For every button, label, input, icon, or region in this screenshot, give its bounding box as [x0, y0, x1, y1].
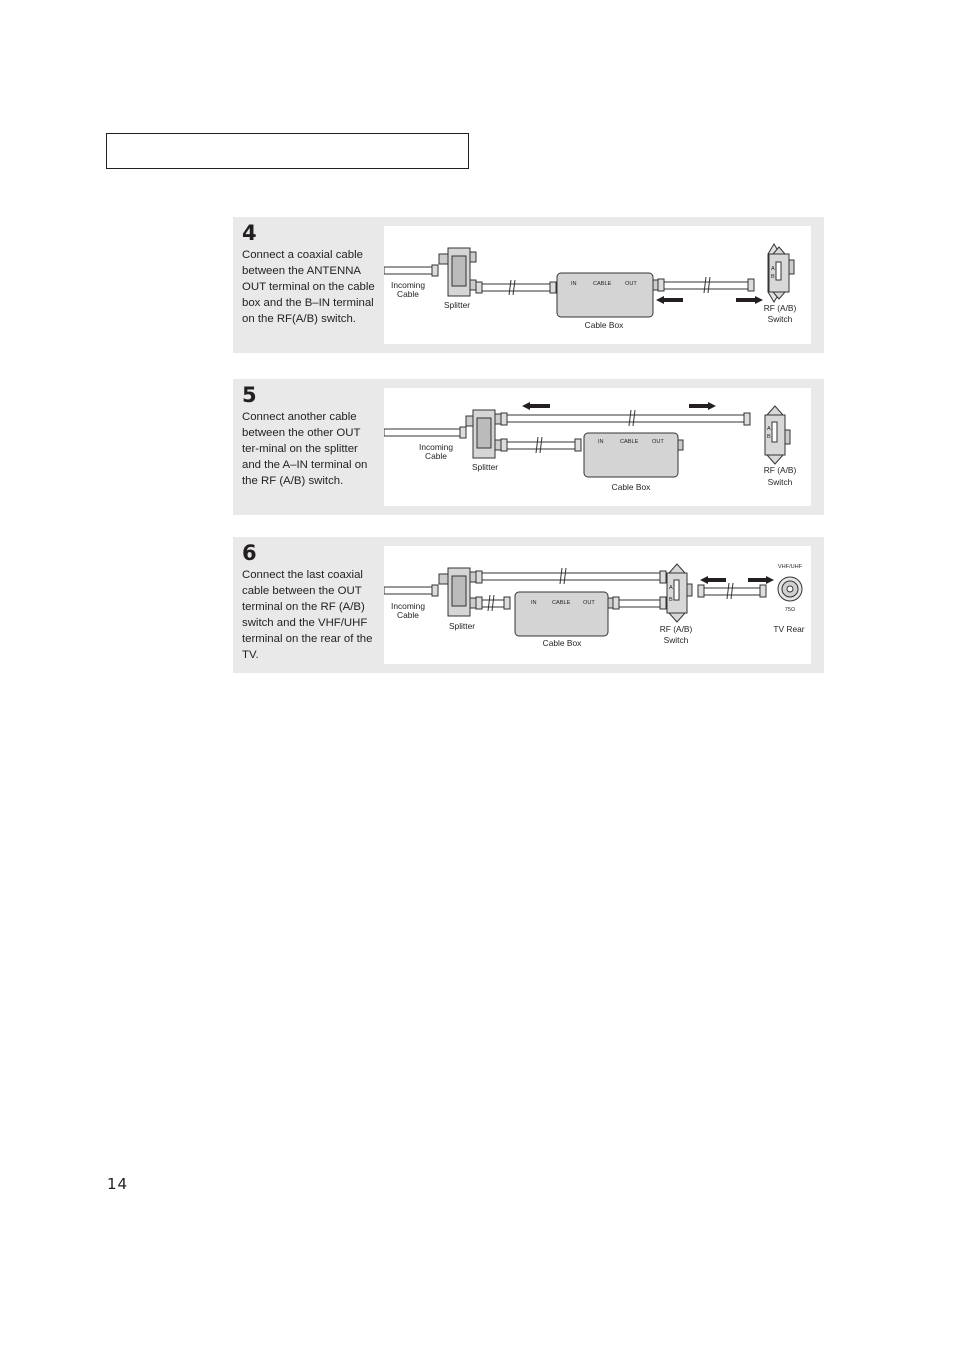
cable-box-cable-label: CABLE — [620, 439, 639, 445]
arrow-right-icon — [736, 296, 763, 304]
connector — [550, 282, 556, 293]
cable-box-out-label: OUT — [652, 439, 664, 445]
section-header-box — [106, 133, 469, 169]
connector — [476, 571, 482, 583]
incoming-cable-label: Incoming — [391, 601, 425, 611]
cable-box-out-label: OUT — [625, 281, 637, 287]
splitter-port — [470, 252, 476, 262]
step-4-number: 4 — [242, 221, 257, 245]
switch-a-label: A — [669, 585, 673, 591]
step-5-instructions: Connect another cable between the other OUT ter-minal on the splitter and the A–IN terminal on the RF (A/B) switch. — [242, 411, 368, 488]
cable-box-label: Cable Box — [542, 638, 582, 648]
splitter-port — [495, 414, 501, 424]
cable-box-in-label: IN — [571, 281, 577, 287]
incoming-cable-label-2: Cable — [397, 289, 419, 299]
cable-box-port — [608, 598, 613, 608]
incoming-cable-label: Incoming — [419, 442, 453, 452]
rf-switch-label: RF (A/B) — [763, 303, 797, 313]
rf-switch-label: RF (A/B) — [763, 465, 797, 475]
coax-cable — [482, 573, 660, 580]
step-5-panel — [233, 379, 824, 515]
step-4-diagram — [384, 226, 811, 344]
incoming-cable — [384, 587, 432, 594]
step-6-diagram-svg — [384, 546, 811, 664]
cable-box-out-label: OUT — [583, 600, 595, 606]
splitter-tab — [439, 254, 448, 264]
incoming-cable-label-2: Cable — [397, 610, 419, 620]
connector — [760, 585, 766, 597]
connector — [476, 282, 482, 293]
connector — [432, 265, 438, 276]
splitter-label: Splitter — [443, 300, 471, 310]
connector — [501, 413, 507, 425]
arrow-left-icon — [522, 402, 550, 410]
rf-switch-lever — [674, 580, 679, 600]
switch-a-label: A — [771, 266, 775, 272]
step-6-number: 6 — [242, 541, 257, 565]
coax-cable — [619, 600, 660, 607]
connector — [660, 571, 666, 583]
page-number: 14 — [107, 1175, 129, 1193]
cable-box-in-label: IN — [598, 439, 604, 445]
cable-box-in-label: IN — [531, 600, 537, 606]
splitter-port — [495, 440, 501, 450]
switch-a-label: A — [767, 426, 771, 432]
step-6-instructions: Connect the last coaxial cable between the OUT terminal on the RF (A/B) switch and the VHF/UHF terminal on the rear of the TV. — [242, 569, 373, 662]
splitter-tab — [439, 574, 448, 584]
splitter-face — [452, 256, 466, 286]
rf-switch-label: RF (A/B) — [659, 624, 693, 634]
rf-switch-port — [789, 260, 794, 274]
step-4-diagram-svg — [384, 226, 811, 344]
rf-switch-label-2: Switch — [767, 314, 793, 324]
step-6-panel — [233, 537, 824, 673]
ohm-label: 75Ω — [784, 607, 796, 613]
rf-switch-top — [767, 406, 783, 415]
cable-box-cable-label: CABLE — [552, 600, 571, 606]
connector — [698, 585, 704, 597]
step-5-diagram — [384, 388, 811, 506]
step-4-instructions: Connect a coaxial cable between the ANTENNA OUT terminal on the cable box and the B–IN terminal on the RF(A/B) switch. — [242, 249, 375, 326]
step-4-panel — [233, 217, 824, 353]
switch-b-label: B — [669, 597, 673, 603]
rf-switch-bottom — [669, 613, 685, 622]
connector — [432, 585, 438, 596]
connector — [660, 597, 666, 609]
splitter-face — [452, 576, 466, 606]
splitter-label: Splitter — [471, 462, 499, 472]
splitter-face — [477, 418, 491, 448]
connector — [476, 597, 482, 609]
cable-box — [557, 273, 653, 317]
cable-box-label: Cable Box — [584, 320, 624, 330]
rf-switch-lever — [772, 422, 777, 442]
rf-switch-port — [785, 430, 790, 444]
step-6-diagram — [384, 546, 811, 664]
switch-b-label: B — [767, 434, 771, 440]
cable-box-label: Cable Box — [611, 482, 651, 492]
cable-box-cable-label: CABLE — [593, 281, 612, 287]
connector — [748, 279, 754, 291]
coax-cable — [664, 282, 748, 289]
connector — [460, 427, 466, 438]
connector — [575, 439, 581, 451]
incoming-cable-label-2: Cable — [425, 451, 447, 461]
rf-switch-lever — [776, 262, 781, 280]
cable-box-port — [653, 280, 658, 290]
arrow-left-icon — [700, 576, 726, 584]
coax-cable — [507, 415, 744, 422]
arrow-left-icon — [656, 296, 683, 304]
switch-b-label: B — [771, 274, 775, 280]
rf-switch-label-2: Switch — [767, 477, 793, 487]
cable-box — [515, 592, 608, 636]
rf-switch-bottom — [767, 455, 783, 464]
connector — [658, 279, 664, 291]
splitter-port — [470, 598, 476, 608]
connector — [501, 439, 507, 451]
splitter-label: Splitter — [448, 621, 476, 631]
connector — [613, 597, 619, 609]
incoming-cable — [384, 267, 432, 274]
connector — [744, 413, 750, 425]
rf-switch-label-2: Switch — [663, 635, 689, 645]
rf-switch-port — [687, 584, 692, 596]
incoming-cable-label: Incoming — [391, 280, 425, 290]
tv-rear-label: TV Rear — [773, 624, 805, 634]
step-5-number: 5 — [242, 383, 257, 407]
arrow-right-icon — [689, 402, 716, 410]
coax-cable — [482, 284, 550, 291]
arrow-right-icon — [748, 576, 774, 584]
tv-rear-terminal-pin — [787, 586, 793, 592]
splitter-port — [470, 572, 476, 582]
connector — [504, 597, 510, 609]
incoming-cable — [384, 429, 460, 436]
rf-switch-top — [669, 564, 685, 573]
splitter-port — [470, 280, 476, 290]
cable-box-port — [678, 440, 683, 450]
step-5-diagram-svg — [384, 388, 811, 506]
vhf-uhf-label: VHF/UHF — [777, 564, 803, 570]
